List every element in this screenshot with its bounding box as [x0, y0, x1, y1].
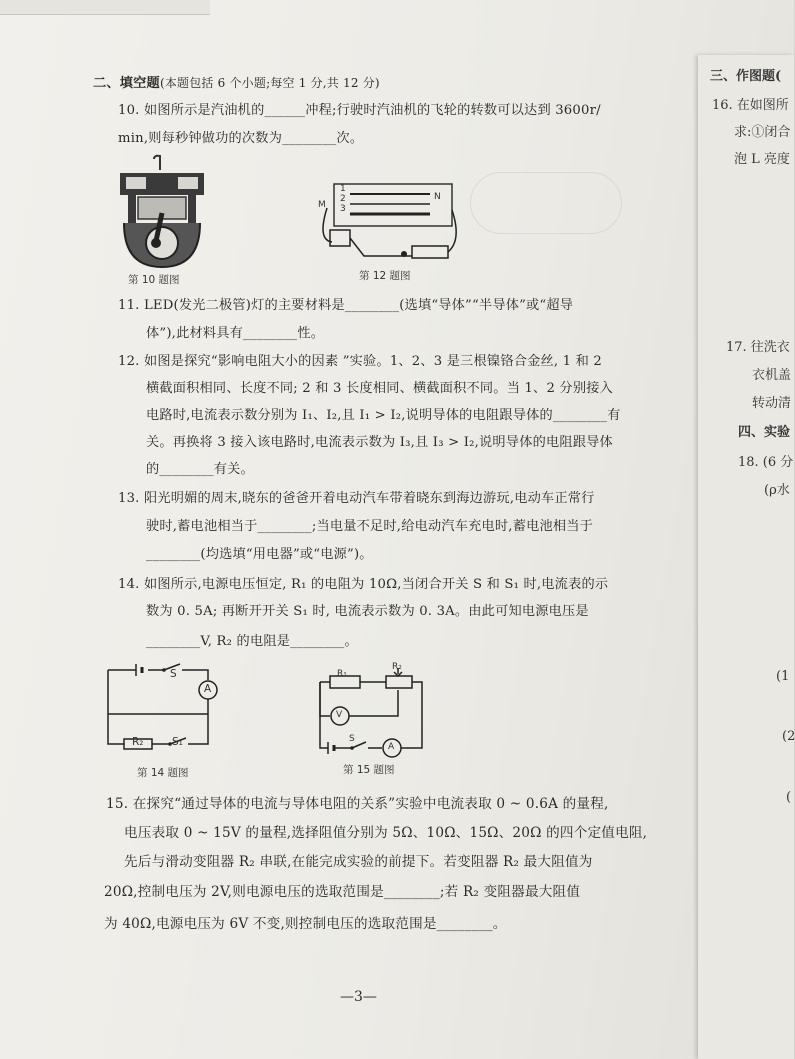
page-number: —3— — [340, 989, 377, 1005]
right-q17-line1: 17. 往洗衣 — [726, 340, 790, 355]
q15-line1: 15. 在探究“通过导体的电流与导体电阻的关系”实验中电流表取 0 ~ 0.6A 的量程, — [106, 796, 609, 812]
q12-line5: 的________有关。 — [146, 462, 254, 477]
right-q16-line1: 16. 在如图所 — [712, 98, 789, 113]
q10-line1: 10. 如图所示是汽油机的______冲程;行驶时汽油机的飞轮的转数可以达到 3600r/ — [118, 103, 601, 118]
fig15-label-v: V — [336, 710, 343, 720]
q15-line3: 先后与滑动变阻器 R₂ 串联,在能完成实验的前提下。若变阻器 R₂ 最大阻值为 — [124, 854, 593, 870]
q14-line2: 数为 0. 5A; 再断开开关 S₁ 时, 电流表示数为 0. 3A。由此可知电源电压是 — [146, 604, 589, 619]
section-title: 二、填空题 — [93, 76, 160, 91]
wire-label-2: 2 — [340, 194, 346, 204]
right-q17-line3: 转动清 — [752, 396, 792, 411]
right-q17-line2: 衣机盖 — [752, 368, 792, 383]
right-q16-line2: 求:①闭合 — [734, 125, 791, 140]
q12-line4: 关。再换将 3 接入该电路时,电流表示数为 I₃,且 I₃ > I₂,说明导体的电阻跟导体 — [146, 435, 613, 450]
section-heading — [93, 72, 380, 91]
q11-line1: 11. LED(发光二极管)灯的主要材料是________(选填“导体”“半导体”或“超导 — [118, 298, 574, 313]
fig14-label-a: A — [204, 683, 212, 695]
fig15-label-r2: R₂ — [392, 662, 402, 672]
fig12-label-m: M — [318, 200, 326, 210]
bleed-through-shape — [470, 172, 622, 234]
q13-line2: 驶时,蓄电池相当于________;当电量不足时,给电动汽车充电时,蓄电池相当于 — [146, 519, 594, 534]
q15-line2: 电压表取 0 ~ 15V 的量程,选择阻值分别为 5Ω、10Ω、15Ω、20Ω 的四个定值电阻, — [124, 825, 648, 841]
right-q16-line3: 泡 L 亮度 — [734, 152, 790, 167]
fig12-caption: 第 12 题图 — [359, 270, 411, 282]
fig10-caption: 第 10 题图 — [128, 274, 180, 286]
right-marker-3: ( — [786, 790, 792, 805]
page-edge-strip — [0, 0, 210, 15]
right-section3: 三、作图题( — [710, 69, 782, 84]
q13-line1: 13. 阳光明媚的周末,晓东的爸爸开着电动汽车带着晓东到海边游玩,电动车正常行 — [118, 491, 595, 506]
q15-line5: 为 40Ω,电源电压为 6V 不变,则控制电压的选取范围是________。 — [104, 916, 507, 932]
q13-line3: ________(均选填“用电器”或“电源”)。 — [146, 547, 373, 562]
adjacent-page — [698, 55, 794, 1059]
q10-line2: min,则每秒钟做功的次数为________次。 — [118, 131, 364, 146]
q11-line2: 体”),此材料具有________性。 — [146, 326, 325, 341]
fig15-label-a: A — [388, 742, 395, 752]
fig12-wire-labels — [340, 184, 346, 214]
right-section4: 四、实验 — [738, 425, 791, 440]
fig14-label-s: S — [170, 668, 177, 680]
fig15-label-r1: R₁ — [337, 669, 347, 679]
right-q18-line2: (ρ水 — [764, 483, 790, 498]
fig14-label-r2: R₂ — [132, 736, 144, 748]
q14-line1: 14. 如图所示,电源电压恒定, R₁ 的电阻为 10Ω,当闭合开关 S 和 S₁ 时,电流表的示 — [118, 577, 609, 592]
engine-figure — [112, 155, 212, 273]
fig14-caption: 第 14 题图 — [137, 767, 189, 779]
wire-label-3: 3 — [340, 204, 346, 214]
circuit-14-figure — [100, 662, 230, 758]
right-q18-line1: 18. (6 分 — [738, 455, 794, 470]
circuit-15-figure — [298, 662, 438, 762]
right-marker-2: (2 — [782, 729, 795, 744]
wire-label-1: 1 — [340, 184, 346, 194]
fig14-label-s1: S₁ — [172, 736, 183, 748]
section-note: (本题包括 6 个小题;每空 1 分,共 12 分) — [159, 76, 380, 90]
q12-line1: 12. 如图是探究“影响电阻大小的因素 ”实验。1、2、3 是三根镍铬合金丝, 1 和 2 — [118, 354, 602, 369]
q12-line3: 电路时,电流表示数分别为 I₁、I₂,且 I₁ > I₂,说明导体的电阻跟导体的________有 — [146, 408, 621, 423]
fig15-caption: 第 15 题图 — [343, 764, 395, 776]
fig12-label-n: N — [434, 192, 441, 202]
q15-line4: 20Ω,控制电压为 2V,则电源电压的选取范围是________;若 R₂ 变阻器最大阻值 — [104, 884, 581, 900]
fig15-label-s: S — [349, 734, 355, 744]
q14-line3: ________V, R₂ 的电阻是________。 — [146, 634, 358, 649]
q12-line2: 横截面积相同、长度不同; 2 和 3 长度相同、横截面积不同。当 1、2 分别接入 — [146, 381, 613, 396]
right-marker-1: (1 — [776, 669, 790, 684]
